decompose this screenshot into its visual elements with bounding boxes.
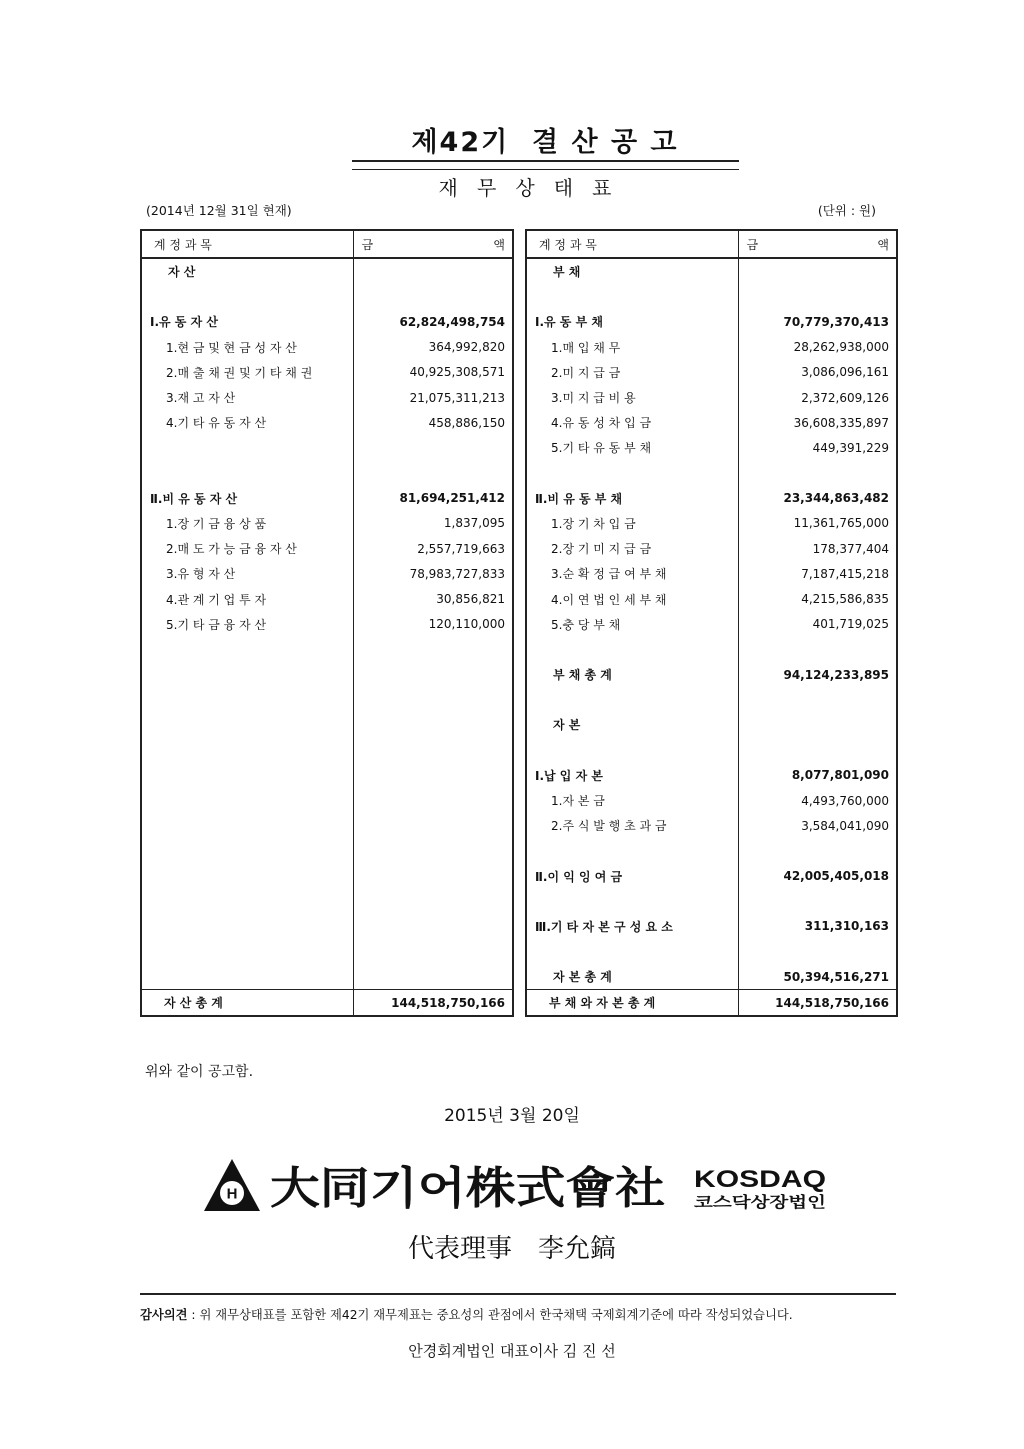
amount-value: 3,086,096,161 <box>801 365 889 380</box>
table-row <box>526 385 897 410</box>
amount-value <box>353 738 513 763</box>
amount-value <box>353 662 513 687</box>
amount-value <box>738 889 897 914</box>
blank-row <box>141 914 513 939</box>
account-label <box>141 939 353 964</box>
table-row <box>141 511 513 536</box>
account-label: Ⅱ.이 익 잉 여 금 <box>526 864 738 889</box>
account-label <box>526 889 738 914</box>
unit-label: (단위 : 원) <box>817 203 876 218</box>
account-label: 5.충 당 부 채 <box>526 612 738 637</box>
total-label: 부 채 와 자 본 총 계 <box>526 990 738 1017</box>
account-label <box>526 687 738 712</box>
table-row <box>526 511 897 536</box>
audit-text: : 위 재무상태표를 포함한 제42기 재무제표는 중요성의 관점에서 한국채택 국제회계기준에 따라 작성되었습니다. <box>187 1308 793 1322</box>
amount-value <box>353 788 513 813</box>
amount-value: 78,983,727,833 <box>409 566 505 581</box>
account-label <box>141 864 353 889</box>
blank-row <box>141 687 513 712</box>
divider <box>140 1293 896 1295</box>
blank-row <box>526 889 897 914</box>
table-header <box>526 230 897 258</box>
table-row <box>141 612 513 637</box>
account-label: 1.장 기 금 융 상 품 <box>141 511 353 536</box>
amount-value: 30,856,821 <box>436 592 505 607</box>
table-row <box>526 612 897 637</box>
account-label <box>141 738 353 763</box>
amount-value <box>353 435 513 460</box>
amount-value <box>353 284 513 309</box>
amount-value: 23,344,863,482 <box>783 491 889 506</box>
table-row <box>526 486 897 511</box>
amount-value <box>353 813 513 838</box>
account-label: 자 본 <box>526 712 738 737</box>
amount-value: 8,077,801,090 <box>791 768 889 783</box>
account-label: 2.매 출 채 권 및 기 타 채 권 <box>141 360 353 385</box>
amount-value: 311,310,163 <box>804 919 889 934</box>
audit-opinion <box>140 1305 793 1323</box>
table-row <box>141 335 513 360</box>
auditor-firm: 안경회계법인 대표이사 김 진 선 <box>408 1342 616 1360</box>
amount-value <box>353 712 513 737</box>
account-label: 2.미 지 급 금 <box>526 360 738 385</box>
amount-value <box>353 964 513 990</box>
account-label <box>141 435 353 460</box>
account-label <box>526 461 738 486</box>
table-row <box>526 662 897 687</box>
assets-table <box>140 229 514 1017</box>
blank-row <box>141 662 513 687</box>
table-row <box>141 360 513 385</box>
blank-row <box>141 763 513 788</box>
amount-value <box>738 738 897 763</box>
ceo-name: 李允鎬 <box>538 1234 617 1264</box>
account-label <box>526 838 738 863</box>
account-label <box>141 889 353 914</box>
notice-date: 2015년 3월 20일 <box>444 1106 580 1126</box>
amount-value: 1,837,095 <box>443 516 505 531</box>
audit-label: 감사의견 <box>140 1308 188 1322</box>
amount-value: 401,719,025 <box>812 617 889 632</box>
amount-value <box>353 687 513 712</box>
account-label <box>526 939 738 964</box>
account-label: 1.현 금 및 현 금 성 자 산 <box>141 335 353 360</box>
amount-value: 40,925,308,571 <box>409 365 505 380</box>
logo-letter: H <box>226 1185 238 1203</box>
amount-value <box>353 461 513 486</box>
blank-row <box>141 964 513 990</box>
company-logo-graphic <box>200 1155 840 1217</box>
account-label: 3.재 고 자 산 <box>141 385 353 410</box>
account-label <box>141 914 353 939</box>
table-row <box>141 536 513 561</box>
account-label <box>141 637 353 662</box>
account-label <box>141 838 353 863</box>
account-label: 3.순 확 정 급 여 부 채 <box>526 561 738 586</box>
blank-row <box>526 738 897 763</box>
blank-row <box>526 939 897 964</box>
liabilities-equity-table <box>525 229 898 1017</box>
amount-value: 42,005,405,018 <box>783 869 889 884</box>
amount-value: 178,377,404 <box>812 541 889 556</box>
header-amount: 금 액 <box>738 230 897 258</box>
amount-value <box>353 637 513 662</box>
amount-value <box>353 889 513 914</box>
blank-row <box>141 813 513 838</box>
account-label <box>526 738 738 763</box>
amount-value <box>738 637 897 662</box>
table-row <box>526 864 897 889</box>
table-row <box>526 964 897 990</box>
blank-row <box>141 435 513 460</box>
table-row <box>526 335 897 360</box>
total-row <box>526 990 897 1017</box>
account-label: 1.매 입 채 무 <box>526 335 738 360</box>
blank-row <box>526 637 897 662</box>
section-label: 자 산 <box>141 258 353 284</box>
amount-value <box>353 914 513 939</box>
account-label <box>141 712 353 737</box>
section-row <box>526 258 897 284</box>
blank-row <box>141 738 513 763</box>
account-label: 5.기 타 금 융 자 산 <box>141 612 353 637</box>
account-label: 4.기 타 유 동 자 산 <box>141 410 353 435</box>
account-label: Ⅰ.납 입 자 본 <box>526 763 738 788</box>
amount-value: 4,215,586,835 <box>801 592 889 607</box>
header-account: 계 정 과 목 <box>526 230 738 258</box>
amount-value: 28,262,938,000 <box>793 340 889 355</box>
company-name: 大同기어株式會社 <box>270 1163 665 1214</box>
total-amount: 144,518,750,166 <box>353 990 513 1017</box>
amount-value <box>738 939 897 964</box>
table-row <box>141 309 513 334</box>
table-row <box>141 385 513 410</box>
account-label <box>141 687 353 712</box>
notice-text: 위와 같이 공고함. <box>145 1064 254 1080</box>
amount-value <box>738 838 897 863</box>
amount-value: 36,608,335,897 <box>793 415 889 430</box>
amount-value: 2,372,609,126 <box>801 390 889 405</box>
total-amount: 144,518,750,166 <box>738 990 897 1017</box>
amount-value <box>353 763 513 788</box>
amount-value: 449,391,229 <box>812 440 889 455</box>
amount-value: 3,584,041,090 <box>801 818 889 833</box>
amount-value <box>738 712 897 737</box>
as-of-date: (2014년 12월 31일 현재) <box>146 203 292 218</box>
amount-value: 70,779,370,413 <box>783 314 889 329</box>
blank-row <box>141 939 513 964</box>
company-logo <box>200 1155 840 1217</box>
table-row <box>526 360 897 385</box>
table-row <box>526 712 897 737</box>
blank-row <box>526 838 897 863</box>
account-label: 1.장 기 차 입 금 <box>526 511 738 536</box>
section-label: 부 채 <box>526 258 738 284</box>
blank-row <box>526 284 897 309</box>
account-label: 3.유 형 자 산 <box>141 561 353 586</box>
amount-value: 364,992,820 <box>428 340 505 355</box>
total-label: 자 산 총 계 <box>141 990 353 1017</box>
account-label <box>141 964 353 990</box>
table-row <box>526 586 897 611</box>
table-row <box>526 410 897 435</box>
account-label: 자 본 총 계 <box>526 964 738 990</box>
amount-value: 50,394,516,271 <box>783 969 889 984</box>
amount-value: 11,361,765,000 <box>793 516 889 531</box>
amount-value <box>738 687 897 712</box>
table-header <box>141 230 513 258</box>
kosdaq-korean-label: 코스닥상장법인 <box>692 1193 826 1211</box>
table-row <box>526 788 897 813</box>
account-label: 1.자 본 금 <box>526 788 738 813</box>
account-label: Ⅱ.비 유 동 자 산 <box>141 486 353 511</box>
blank-row <box>141 838 513 863</box>
amount-value: 94,124,233,895 <box>783 667 889 682</box>
account-label <box>141 461 353 486</box>
blank-row <box>141 864 513 889</box>
title-underline <box>352 160 739 170</box>
table-row <box>526 763 897 788</box>
account-label <box>141 788 353 813</box>
amount-value <box>738 284 897 309</box>
account-label: 2.매 도 가 능 금 융 자 산 <box>141 536 353 561</box>
blank-row <box>141 712 513 737</box>
ceo-title: 代表理事 <box>407 1234 512 1264</box>
statement-title: 재 무 상 태 표 <box>438 176 612 200</box>
account-label: 부 채 총 계 <box>526 662 738 687</box>
kosdaq-label: KOSDAQ <box>694 1166 826 1193</box>
amount-value: 4,493,760,000 <box>801 793 889 808</box>
amount-value <box>353 838 513 863</box>
amount-value: 7,187,415,218 <box>801 566 889 581</box>
page-title: 제42기 결 산 공 고 <box>411 127 679 158</box>
blank-row <box>141 637 513 662</box>
account-label: 2.주 식 발 행 초 과 금 <box>526 813 738 838</box>
account-label: 4.유 동 성 차 입 금 <box>526 410 738 435</box>
account-label <box>141 813 353 838</box>
table-row <box>141 561 513 586</box>
amount-value: 81,694,251,412 <box>399 491 505 506</box>
blank-row <box>526 687 897 712</box>
table-row <box>141 410 513 435</box>
table-row <box>526 561 897 586</box>
account-label: 2.장 기 미 지 급 금 <box>526 536 738 561</box>
header-account: 계 정 과 목 <box>141 230 353 258</box>
table-row <box>141 486 513 511</box>
table-row <box>526 914 897 939</box>
amount-value: 458,886,150 <box>428 415 505 430</box>
account-label: 4.관 계 기 업 투 자 <box>141 586 353 611</box>
amount-value: 2,557,719,663 <box>417 541 505 556</box>
amount-value <box>353 864 513 889</box>
account-label <box>141 284 353 309</box>
blank-row <box>526 461 897 486</box>
account-label: Ⅲ.기 타 자 본 구 성 요 소 <box>526 914 738 939</box>
table-row <box>141 586 513 611</box>
blank-row <box>141 461 513 486</box>
table-row <box>526 309 897 334</box>
account-label: 4.이 연 법 인 세 부 채 <box>526 586 738 611</box>
account-label <box>526 637 738 662</box>
account-label <box>141 662 353 687</box>
account-label: Ⅱ.비 유 동 부 채 <box>526 486 738 511</box>
account-label <box>526 284 738 309</box>
blank-row <box>141 284 513 309</box>
amount-value: 120,110,000 <box>428 617 505 632</box>
account-label: Ⅰ.유 동 부 채 <box>526 309 738 334</box>
account-label: 3.미 지 급 비 용 <box>526 385 738 410</box>
account-label <box>141 763 353 788</box>
amount-value: 21,075,311,213 <box>409 390 505 405</box>
blank-row <box>141 889 513 914</box>
amount-value <box>738 461 897 486</box>
total-row <box>141 990 513 1017</box>
amount-value <box>353 939 513 964</box>
ceo-signature-line <box>0 1228 1024 1265</box>
table-row <box>526 435 897 460</box>
account-label: 5.기 타 유 동 부 채 <box>526 435 738 460</box>
table-row <box>526 536 897 561</box>
table-row <box>526 813 897 838</box>
header-amount: 금 액 <box>353 230 513 258</box>
account-label: Ⅰ.유 동 자 산 <box>141 309 353 334</box>
blank-row <box>141 788 513 813</box>
section-row <box>141 258 513 284</box>
amount-value: 62,824,498,754 <box>399 314 505 329</box>
